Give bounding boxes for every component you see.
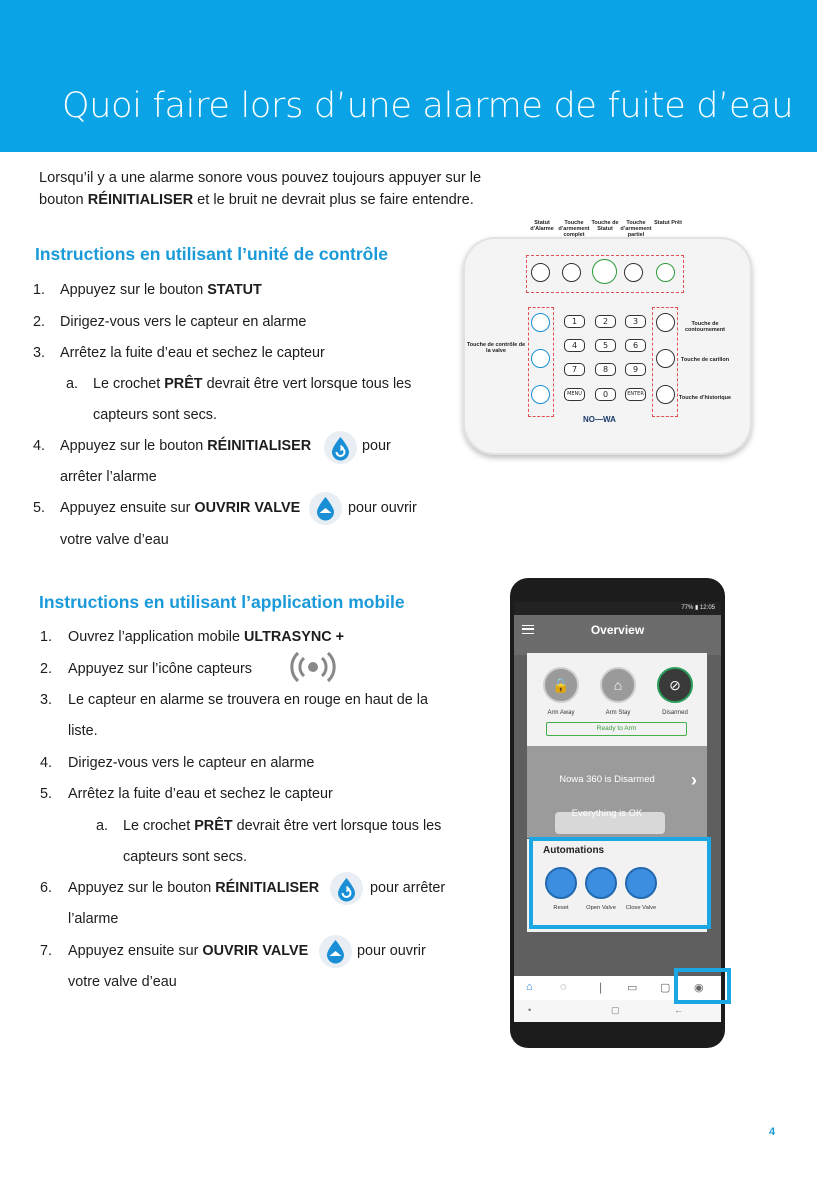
ready-status-button <box>656 263 675 282</box>
key-9: 9 <box>625 363 646 376</box>
key-1: 1 <box>564 315 585 328</box>
key-0: 0 <box>595 388 616 401</box>
list-item: 2. Appuyez sur l’icône capteurs <box>40 661 252 677</box>
arm-stay-button <box>624 263 643 282</box>
key-4: 4 <box>564 339 585 352</box>
intro-bold: RÉINITIALISER <box>87 192 194 208</box>
label-carillon: Touche de carillon <box>680 357 730 363</box>
brand-logo: NO—WA <box>583 415 616 424</box>
list-item: 1. Appuyez sur le bouton STATUT <box>33 282 262 298</box>
banner-title: Nowa 360 is Disarmed <box>559 774 655 785</box>
list-item: 3. Le capteur en alarme se trouvera en rouge en haut de la <box>40 692 429 708</box>
list-item-post: pour ouvrir <box>357 943 426 959</box>
list-item-cont: capteurs sont secs. <box>123 849 247 865</box>
intro-text-end: et le bruit ne devrait plus se faire entendre. <box>193 192 474 208</box>
arm-stay-button[interactable]: ⌂ <box>600 667 636 703</box>
bypass-key <box>656 313 675 332</box>
list-item-cont: votre valve d’eau <box>60 532 169 548</box>
list-item: 5. Appuyez ensuite sur OUVRIR VALVE <box>33 500 301 516</box>
arm-stay-label: Arm Stay <box>605 710 631 716</box>
automations-title: Automations <box>543 845 605 856</box>
list-item: a. Le crochet PRÊT devrait être vert lorsque tous les <box>66 376 412 392</box>
disarmed-label: Disarmed <box>662 710 688 716</box>
intro-text: Lorsqu’il y a une alarme sonore vous pouvez toujours appuyer sur le bouton <box>39 170 482 208</box>
list-item-cont: liste. <box>68 723 98 739</box>
list-item: 7. Appuyez ensuite sur OUVRIR VALVE <box>40 943 309 959</box>
label-statut-alarme: Statut d’Alarme <box>530 220 554 232</box>
list-item: 2. Dirigez-vous vers le capteur en alarme <box>33 314 307 330</box>
page-number: 4 <box>769 1126 776 1138</box>
list-item-cont: arrêter l’alarme <box>60 469 157 485</box>
list-item-post: pour <box>362 438 391 454</box>
list-item-cont: capteurs sont secs. <box>93 407 217 423</box>
label-armement-complet: Touche d’armement complet <box>558 220 590 238</box>
disarmed-button[interactable]: ⊘ <box>657 667 693 703</box>
camera-icon[interactable]: ▭ <box>627 982 638 994</box>
lock-icon[interactable]: ▢ <box>660 982 671 994</box>
home-icon[interactable]: ⌂ <box>526 981 533 993</box>
sensors-tab-highlight <box>674 968 731 1004</box>
key-2: 2 <box>595 315 616 328</box>
back-icon[interactable]: ← <box>674 1005 683 1015</box>
dot-icon: • <box>528 1005 532 1015</box>
list-item-cont: l’alarme <box>68 911 119 927</box>
list-item: 4. Appuyez sur le bouton RÉINITIALISER <box>33 438 312 454</box>
list-item: 5. Arrêtez la fuite d’eau et sechez le capteur <box>40 786 333 802</box>
key-5: 5 <box>595 339 616 352</box>
automations-highlight <box>529 837 711 929</box>
list-item: 6. Appuyez sur le bouton RÉINITIALISER <box>40 880 320 896</box>
thermometer-icon[interactable]: ❘ <box>596 982 606 994</box>
list-item: 4. Dirigez-vous vers le capteur en alarme <box>40 755 315 771</box>
status-banner[interactable] <box>527 746 707 838</box>
list-item: 1. Ouvrez l’application mobile ULTRASYNC + <box>40 629 345 645</box>
reset-icon <box>324 431 357 464</box>
reset-label: Reset <box>553 905 569 911</box>
chevron-right-icon[interactable]: › <box>691 770 697 790</box>
close-valve-key <box>531 385 550 404</box>
section2-title: Instructions en utilisant l’application mobile <box>39 592 405 612</box>
arm-away-button <box>562 263 581 282</box>
label-armement-partiel: Touche d’armement partiel <box>620 220 652 238</box>
arm-away-button[interactable]: 🔒 <box>543 667 579 703</box>
sensors-tab-icon[interactable]: ◉ <box>694 982 704 994</box>
key-3: 3 <box>625 315 646 328</box>
bulb-icon[interactable]: ◌ <box>560 981 567 993</box>
label-historique: Touche d’historique <box>678 395 732 401</box>
reset-icon <box>330 872 363 905</box>
label-contournement: Touche de contournement <box>684 321 726 333</box>
label-statut-pret: Statut Prêt <box>654 220 682 226</box>
key-menu: MENU <box>564 388 585 401</box>
square-icon[interactable]: ▢ <box>611 1005 620 1015</box>
key-7: 7 <box>564 363 585 376</box>
reset-key <box>531 313 550 332</box>
open-valve-icon <box>309 492 342 525</box>
status-bar: 77% ▮ 12:05 <box>514 602 721 615</box>
page-header <box>0 0 817 152</box>
list-item: 3. Arrêtez la fuite d’eau et sechez le capteur <box>33 345 325 361</box>
sensors-icon <box>289 650 337 684</box>
banner-subtitle: Everything is OK <box>571 808 643 819</box>
arm-away-label: Arm Away <box>547 710 575 716</box>
label-controle-valve: Touche de contrôle de la valve <box>466 342 526 354</box>
intro-paragraph <box>39 167 519 211</box>
app-screen <box>514 602 721 1022</box>
list-item-cont: votre valve d’eau <box>68 974 177 990</box>
key-enter: ENTER <box>625 388 646 401</box>
alarm-status-button <box>531 263 550 282</box>
section1-title: Instructions en utilisant l’unité de contrôle <box>35 244 388 264</box>
history-key <box>656 385 675 404</box>
list-item: a. Le crochet PRÊT devrait être vert lorsque tous les <box>96 818 442 834</box>
status-info-button <box>592 259 617 284</box>
close-valve-label: Close Valve <box>625 905 657 911</box>
open-valve-label: Open Valve <box>586 905 616 911</box>
list-item-post: pour ouvrir <box>348 500 417 516</box>
label-statut: Touche de Statut <box>591 220 619 232</box>
open-valve-key <box>531 349 550 368</box>
key-6: 6 <box>625 339 646 352</box>
page-title: Quoi faire lors d’une alarme de fuite d’eau <box>62 86 794 126</box>
screen-title: Overview <box>590 623 645 637</box>
key-8: 8 <box>595 363 616 376</box>
chime-key <box>656 349 675 368</box>
ready-badge: Ready to Arm <box>546 722 687 736</box>
list-item-post: pour arrêter <box>370 880 446 896</box>
open-valve-icon <box>319 935 352 968</box>
